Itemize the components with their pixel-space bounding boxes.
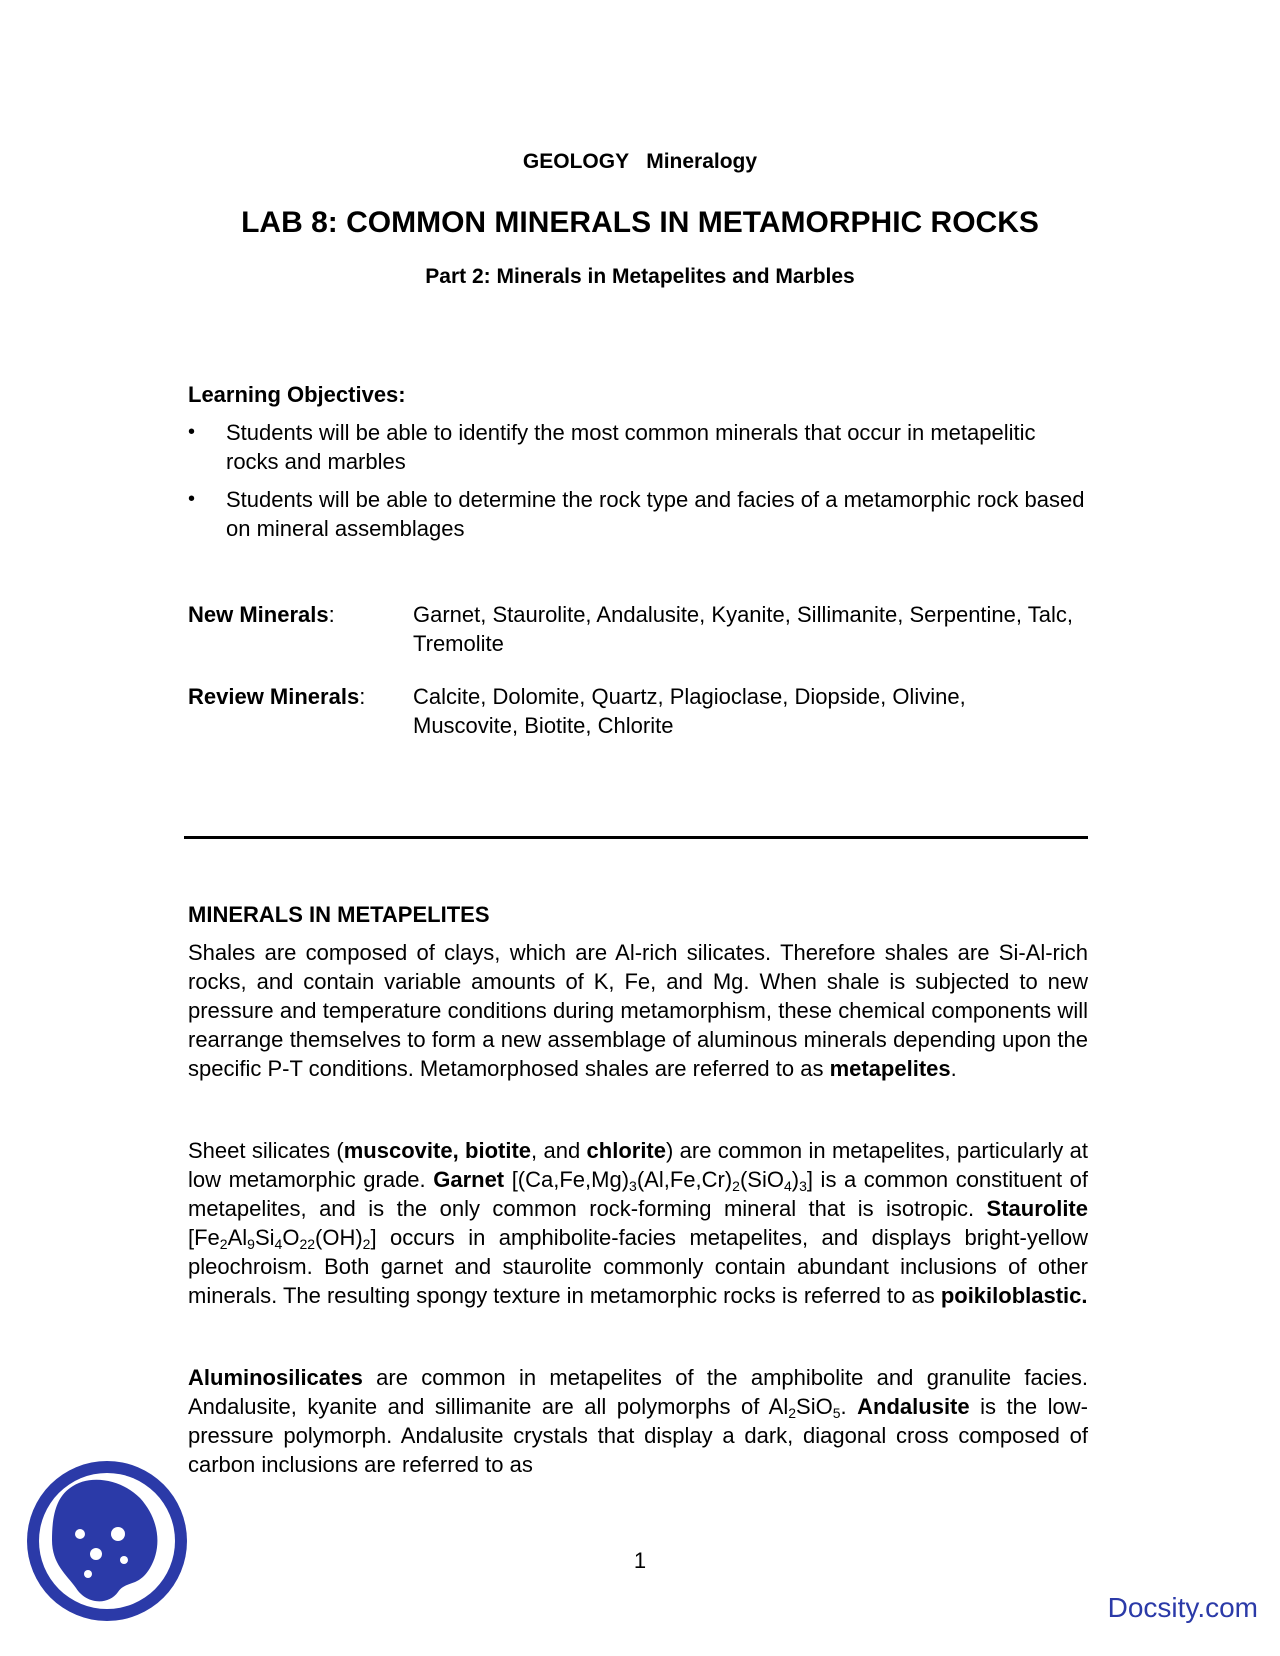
new-minerals-label: New Minerals: bbox=[188, 602, 335, 627]
paragraph-shales: Shales are composed of clays, which are Al-rich silicates. Therefore shales are Si-Al-rich rocks, and contain variable amounts of K, Fe, and Mg. When shale is subjected to new pressure and temperature conditions during metamorphism, these chemical components will rearrange themselves to form a new assemblage of aluminous minerals depending upon the specific P-T conditions. Metamorphosed shales are referred to as metapelites. bbox=[188, 940, 1088, 1081]
docsity-logo-icon bbox=[22, 1456, 192, 1626]
paragraph-aluminosilicates: Aluminosilicates are common in metapelites of the amphibolite and granulite facies. Andalusite, kyanite and sillimanite are all polymorphs of $Al_2SiO_5$. Andalusite is the low-pressure polymorph. Andalusite crystals that display a dark, diagonal cross composed of carbon inclusions are referred to as bbox=[188, 1365, 1088, 1477]
docsity-brand-link[interactable]: Docsity.com bbox=[1107, 1592, 1258, 1623]
page-number: 1 bbox=[633, 1548, 647, 1573]
list-item: • Students will be able to determine the rock type and facies of a metamorphic rock based on mineral assemblages bbox=[188, 485, 1088, 543]
learning-objectives-heading: Learning Objectives: bbox=[188, 382, 406, 407]
list-item: • Students will be able to identify the most common minerals that occur in metapelitic rocks and marbles bbox=[188, 418, 1088, 476]
page-subtitle: Part 2: Minerals in Metapelites and Marbles bbox=[425, 265, 855, 288]
section-divider bbox=[184, 836, 1088, 839]
paragraph-sheet-silicates: Sheet silicates (muscovite, biotite, and chlorite) are common in metapelites, particularly at low metamorphic grade. Garnet $[(Ca,Fe,Mg)_3(Al,Fe,Cr)_2(SiO_4)_3]$ is a common constituent of metapelites, and is the only common rock-forming mineral that is isotropic. Staurolite $[Fe_2Al_9Si_4O_{22}(OH)_2]$ occurs in amphibolite-facies metapelites, and displays bright-yellow pleochroism. Both garnet and staurolite commonly contain abundant inclusions of other minerals. The resulting spongy texture in metamorphic rocks is referred to as poikiloblastic. bbox=[188, 1138, 1088, 1308]
learning-objectives-list bbox=[188, 418, 1088, 552]
review-minerals-list: Calcite, Dolomite, Quartz, Plagioclase, Diopside, Olivine, Muscovite, Biotite, Chlorite bbox=[413, 684, 966, 738]
section-heading: MINERALS IN METAPELITES bbox=[188, 902, 490, 927]
review-minerals-label: Review Minerals: bbox=[188, 684, 366, 709]
course-header: GEOLOGY Mineralogy bbox=[522, 150, 758, 173]
page-title: LAB 8: COMMON MINERALS IN METAMORPHIC ROCKS bbox=[241, 206, 1039, 239]
new-minerals-list: Garnet, Staurolite, Andalusite, Kyanite, Sillimanite, Serpentine, Talc, Tremolite bbox=[413, 602, 1073, 656]
